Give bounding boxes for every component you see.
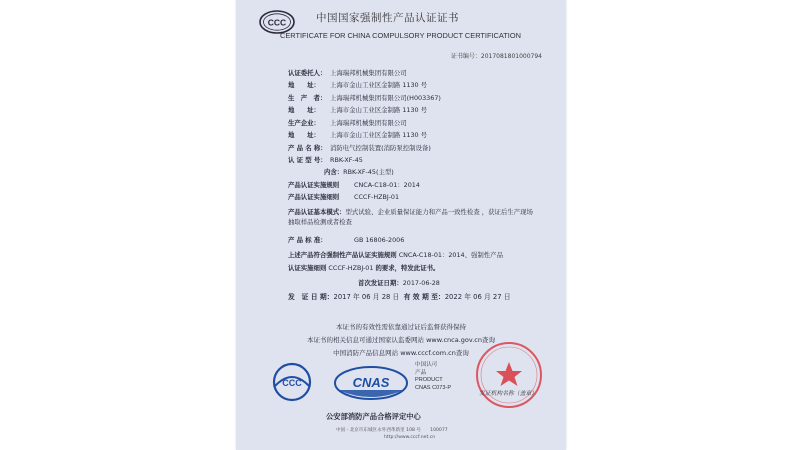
mode-value: 型式试验、企业质量保证能力和产品一致性检查 ，获证后生产现场抽取样品检测或者检查 [288, 208, 533, 226]
footer-address: 中国 · 北京市东城区永外西革新里 108 号 100077 [336, 428, 448, 433]
rule-row [288, 180, 420, 189]
manufacturer-address-value: 上海市金山工业区金制路 1130 号 [330, 106, 428, 114]
certificate-title-cn: 中国国家强制性产品认证证书 [316, 12, 459, 24]
first-issue-row [358, 278, 440, 287]
model-value: RBK-XF-45 [330, 156, 363, 164]
mode-label: 产品认证基本模式： [288, 208, 346, 216]
certificate-document [236, 0, 566, 450]
statement-line-2 [288, 263, 439, 272]
standard-row [288, 235, 404, 244]
cnca-note-suffix: 查询 [482, 336, 496, 344]
certificate-number: 证书编号：2017081801000794 [450, 53, 542, 60]
statement-value-2: CCCF-HZBJ-01 [328, 264, 374, 272]
accreditation-line-4: CNAS C073-P [415, 384, 452, 391]
product-value: 消防电气控制装置(消防泵控制设备) [330, 144, 431, 152]
statement-suffix-2: 的要求，特发此证书。 [375, 264, 440, 272]
expire-date-value: 2022 年 06 月 27 日 [444, 293, 511, 301]
issuing-authority: 公安部消防产品合格评定中心 [326, 412, 421, 421]
accreditation-line-3: PRODUCT [415, 377, 443, 384]
client-address-label: 地 址： [288, 81, 320, 89]
manufacturer-value: 上海瑞邦机械集团有限公司(H003367) [330, 94, 441, 102]
manufacturer-label: 生 产 者： [288, 94, 327, 102]
seal-caption: 发证机构名称（盖章） [479, 391, 537, 397]
standard-value: GB 16806-2006 [354, 236, 405, 244]
detail-value: CCCF-HZBJ-01 [354, 193, 400, 201]
standard-label: 产 品 标 准： [288, 236, 327, 244]
product-row [288, 143, 431, 152]
client-row [288, 68, 407, 77]
cccf-note-suffix: 查询 [455, 349, 469, 357]
first-issue-label: 首次发证日期： [358, 279, 403, 287]
factory-value: 上海瑞邦机械集团有限公司 [330, 119, 407, 127]
statement-prefix-1: 上述产品符合强制性产品认证实施规则 [288, 251, 397, 259]
cccf-site-link[interactable]: www.cccf.com.cn [400, 349, 456, 357]
factory-row [288, 118, 407, 127]
footer-website[interactable]: http://www.cccf.net.cn [384, 435, 436, 441]
client-address-value: 上海市金山工业区金制路 1130 号 [330, 81, 428, 89]
manufacturer-address-label: 地 址： [288, 106, 320, 114]
detail-row [288, 192, 399, 201]
manufacturer-address-row [288, 105, 427, 114]
model-row [288, 155, 363, 164]
cccf-note-prefix: 中国消防产品信息网站 [333, 349, 399, 357]
mode-paragraph [288, 207, 538, 227]
certificate-title-en: CERTIFICATE FOR CHINA COMPULSORY PRODUCT CERTIFICATION [280, 31, 521, 40]
cnca-note-prefix: 本证书的相关信息可通过国家认监委网站 [306, 336, 424, 344]
accreditation-line-1: 中国认可 [415, 362, 438, 368]
accreditation-text [415, 362, 451, 392]
validity-note: 本证书的有效性需依靠通过证后监督获得保持 [336, 323, 466, 331]
first-issue-value: 2017-06-28 [402, 279, 440, 287]
cnas-logo-icon [332, 364, 410, 402]
variant-value: RBK-XF-45(主型) [343, 168, 394, 176]
product-label: 产 品 名 称： [288, 144, 327, 152]
factory-address-value: 上海市金山工业区金制路 1130 号 [330, 131, 428, 139]
model-label: 认 证 型 号： [288, 156, 327, 164]
issue-dates-row [288, 291, 511, 301]
cccf-logo-icon [266, 362, 318, 402]
client-label: 认证委托人： [288, 69, 327, 77]
variant-row [324, 167, 394, 176]
factory-address-row [288, 130, 427, 139]
client-address-row [288, 80, 427, 89]
footer [336, 427, 448, 441]
issue-date-label: 发 证 日 期： [288, 293, 334, 301]
rule-value: CNCA-C18-01：2014 [354, 181, 420, 189]
manufacturer-row [288, 93, 441, 102]
accreditation-line-2: 产品 [415, 369, 427, 376]
statement-value-1: CNCA-C18-01：2014、强制性产品 [398, 251, 503, 259]
official-seal-icon [474, 340, 544, 410]
statement-line-1 [288, 250, 503, 259]
issue-date-value: 2017 年 06 月 28 日 [333, 293, 400, 301]
cnca-site-link[interactable]: www.cnca.gov.cn [426, 336, 483, 344]
factory-label: 生产企业： [288, 119, 320, 127]
cnas-logo-text: CNAS [352, 375, 390, 390]
rule-label: 产品认证实施规则 [288, 181, 340, 189]
ccc-logo-text: CCC [267, 17, 287, 28]
detail-label: 产品认证实施细则 [288, 193, 340, 201]
expire-date-label: 有 效 期 至： [403, 293, 445, 301]
factory-address-label: 地 址： [288, 131, 320, 139]
statement-prefix-2: 认证实施细则 [288, 264, 327, 272]
cccf-logo-text: CCC [282, 378, 302, 388]
client-value: 上海瑞邦机械集团有限公司 [330, 69, 407, 77]
variant-label: 内含： [324, 168, 344, 176]
